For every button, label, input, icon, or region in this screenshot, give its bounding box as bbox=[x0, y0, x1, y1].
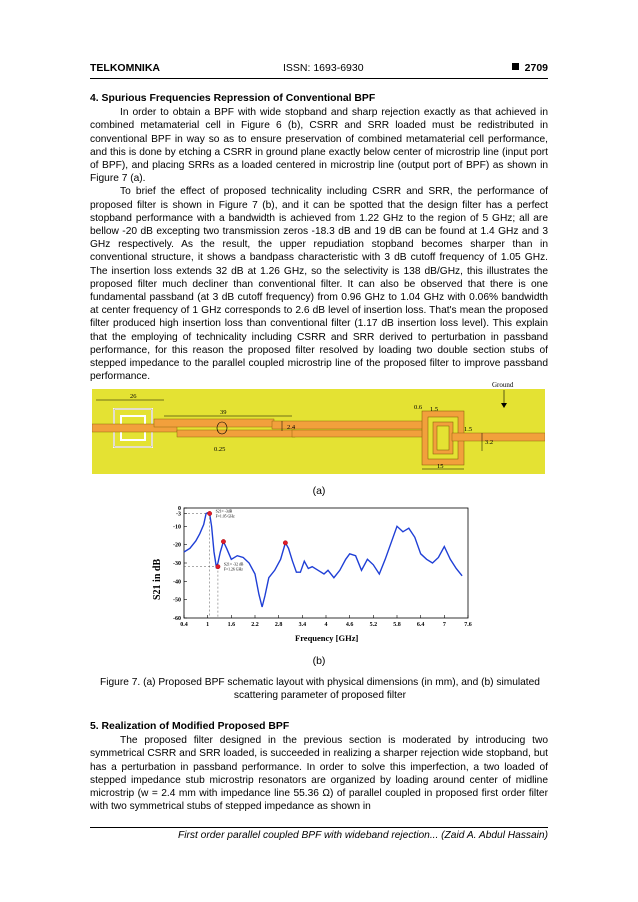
x-tick-label: 5.8 bbox=[393, 622, 401, 628]
x-axis-label: Frequency [GHz] bbox=[295, 633, 359, 643]
x-tick-label: 4.6 bbox=[345, 622, 354, 628]
coupled-line-2 bbox=[177, 430, 295, 437]
y-axis-label: S21 in dB bbox=[152, 558, 163, 600]
section-4-paragraph-1: In order to obtain a BPF with wide stopband and sharp rejection exactly as that achieved in combined metamaterial cell in Figure 6 (b), CSRR and SRR loaded must be redistributed in conventional BPF in way so as to ensure preservation of combined metamaterial cell performance, and this is done by etching a CSRR in ground plane exactly below center of microstrip line (input port of BPF), and placing SRRs as a loaded centered in microstrip line (output port of BPF) as shown in Figure 7 (a). bbox=[90, 107, 548, 185]
y-tick-label: -50 bbox=[173, 597, 181, 604]
section-5-title: 5. Realization of Modified Proposed BPF bbox=[90, 721, 290, 732]
y-tick-label: 0 bbox=[178, 506, 181, 512]
dim-2-4: 2.4 bbox=[287, 424, 296, 431]
y-tick-label: -40 bbox=[173, 579, 181, 586]
dim-0-6: 0.6 bbox=[414, 404, 423, 411]
marker-annotation-line1: S21= -3dB bbox=[215, 509, 233, 514]
figure-7b-chart bbox=[150, 500, 480, 648]
page-header bbox=[90, 62, 548, 76]
section-4-paragraph-2: To brief the effect of proposed technicality including CSRR and SRR, the performance of proposed filter is shown in Figure 7 (b), and it can be spotted that the design filter has a perfect stopband performance with a bandwidth is achieved from 1.22 GHz to the region of 5 GHz; all are bellow -20 dB excepting two transmission zeros -18.3 dB and 19 dB can be found at 1.4 GHz and 3 GHz respectively. As the result, the upper repudiation stopband becomes sharper than in conventional structure, it shows a bandpass characteristic with 3 dB cutoff frequency of 1.05 GHz. The insertion loss extends 32 dB at 1.26 GHz, so the selectivity is 138 dB/GHz, this illustrates the proposed filter much decliner than conventional filter. It can also be observed that there is one fundamental passband (at 3 dB cutoff frequency) from 0.96 GHz to 1.04 GHz with 0.06% bandwidth at center frequency of 1 GHz corresponds to 2.6 dB level of insertion loss. That's mean the proposed filter produced high insertion loss than conventional filter (1.17 dB insertion loss level). This explain that the employing of technicality including CSRR and SRR derived to perturbation in passband performance, for this reason the proposed filter resolved by loading two double section stubs of stepped impedance to the parallel coupled microstrip line of the proposed filter to improve passband performance. bbox=[90, 186, 548, 383]
figure-7a-label: (a) bbox=[312, 485, 326, 497]
output-microstrip bbox=[452, 433, 545, 441]
page-number-group bbox=[512, 62, 548, 74]
coupled-line-1 bbox=[154, 419, 274, 427]
issn: ISSN: 1693-6930 bbox=[283, 62, 364, 74]
dim-26: 26 bbox=[130, 393, 137, 400]
x-tick-label: 2.8 bbox=[274, 622, 283, 628]
chart-series bbox=[184, 513, 462, 607]
x-tick-label: 7 bbox=[442, 622, 446, 628]
x-tick-label: 6.4 bbox=[416, 622, 425, 628]
dim-0-25: 0.25 bbox=[214, 446, 226, 453]
data-marker bbox=[221, 539, 225, 543]
dim-15: 15 bbox=[437, 463, 444, 470]
figure-7a-schematic bbox=[92, 381, 545, 474]
x-tick-label: 4 bbox=[324, 622, 328, 628]
y-tick-label: -10 bbox=[173, 524, 181, 531]
x-tick-label: 3.4 bbox=[298, 622, 307, 628]
square-bullet-icon bbox=[512, 63, 519, 70]
x-tick-label: 1.6 bbox=[227, 622, 236, 628]
data-marker bbox=[283, 541, 287, 545]
data-marker bbox=[207, 511, 211, 515]
x-tick-label: 0.4 bbox=[180, 622, 188, 628]
page-number: 2709 bbox=[524, 62, 548, 74]
dim-3-2: 3.2 bbox=[485, 439, 494, 446]
x-tick-label: 2.2 bbox=[251, 622, 259, 628]
marker-annotation-line1: S21= -32 dB bbox=[223, 562, 244, 567]
section-4 bbox=[90, 92, 548, 383]
data-marker bbox=[216, 564, 220, 568]
y-tick-label: -30 bbox=[173, 561, 181, 567]
journal-name: TELKOMNIKA bbox=[90, 62, 160, 74]
header-rule bbox=[90, 78, 548, 79]
s21-series-line bbox=[184, 513, 462, 607]
x-tick-label: 5.2 bbox=[369, 622, 378, 628]
dim-1-5-top: 1.5 bbox=[430, 406, 439, 413]
figure-7-caption: Figure 7. (a) Proposed BPF schematic layout with physical dimensions (in mm), and (b) simulated scattering parameter of proposed filter bbox=[100, 677, 540, 701]
ground-label: Ground bbox=[492, 381, 514, 389]
marker-annotation-line2: F=1.26 GHz bbox=[223, 567, 243, 572]
y-tick-label: -20 bbox=[173, 542, 181, 549]
marker-annotation-line2: F=1.05 GHz bbox=[215, 514, 235, 519]
page-footer: First order parallel coupled BPF with wideband rejection... (Zaid A. Abdul Hassain) bbox=[178, 830, 548, 841]
section-4-title: 4. Spurious Frequencies Repression of Conventional BPF bbox=[90, 93, 376, 104]
chart-markers bbox=[184, 510, 288, 619]
section-5 bbox=[90, 720, 548, 813]
x-tick-label: 7.6 bbox=[464, 622, 472, 628]
y-tick-label: -3 bbox=[176, 511, 181, 518]
figure-7b-label: (b) bbox=[312, 655, 326, 667]
dim-1-5-side: 1.5 bbox=[464, 426, 473, 433]
section-5-paragraph-1: The proposed filter designed in the previous section is moderated by introducing two symmetrical CSRR and SRR loaded, is succeeded in realizing a sharper rejection wide stopband, but has a perturbation in passband performance. In order to solve this imperfection, a two loaded of stepped impedance stub microstrip resonators are organized by loading around center of midline microstrip (w = 2.4 mm with impedance line 55.36 Ω) of parallel coupled in proposed first order filter with two symmetrical stubs of stepped impedance as shown in bbox=[90, 735, 548, 813]
x-tick-label: 1 bbox=[206, 622, 210, 628]
y-tick-label: -60 bbox=[173, 616, 181, 622]
dim-39: 39 bbox=[220, 409, 227, 416]
footer-rule bbox=[90, 827, 548, 828]
